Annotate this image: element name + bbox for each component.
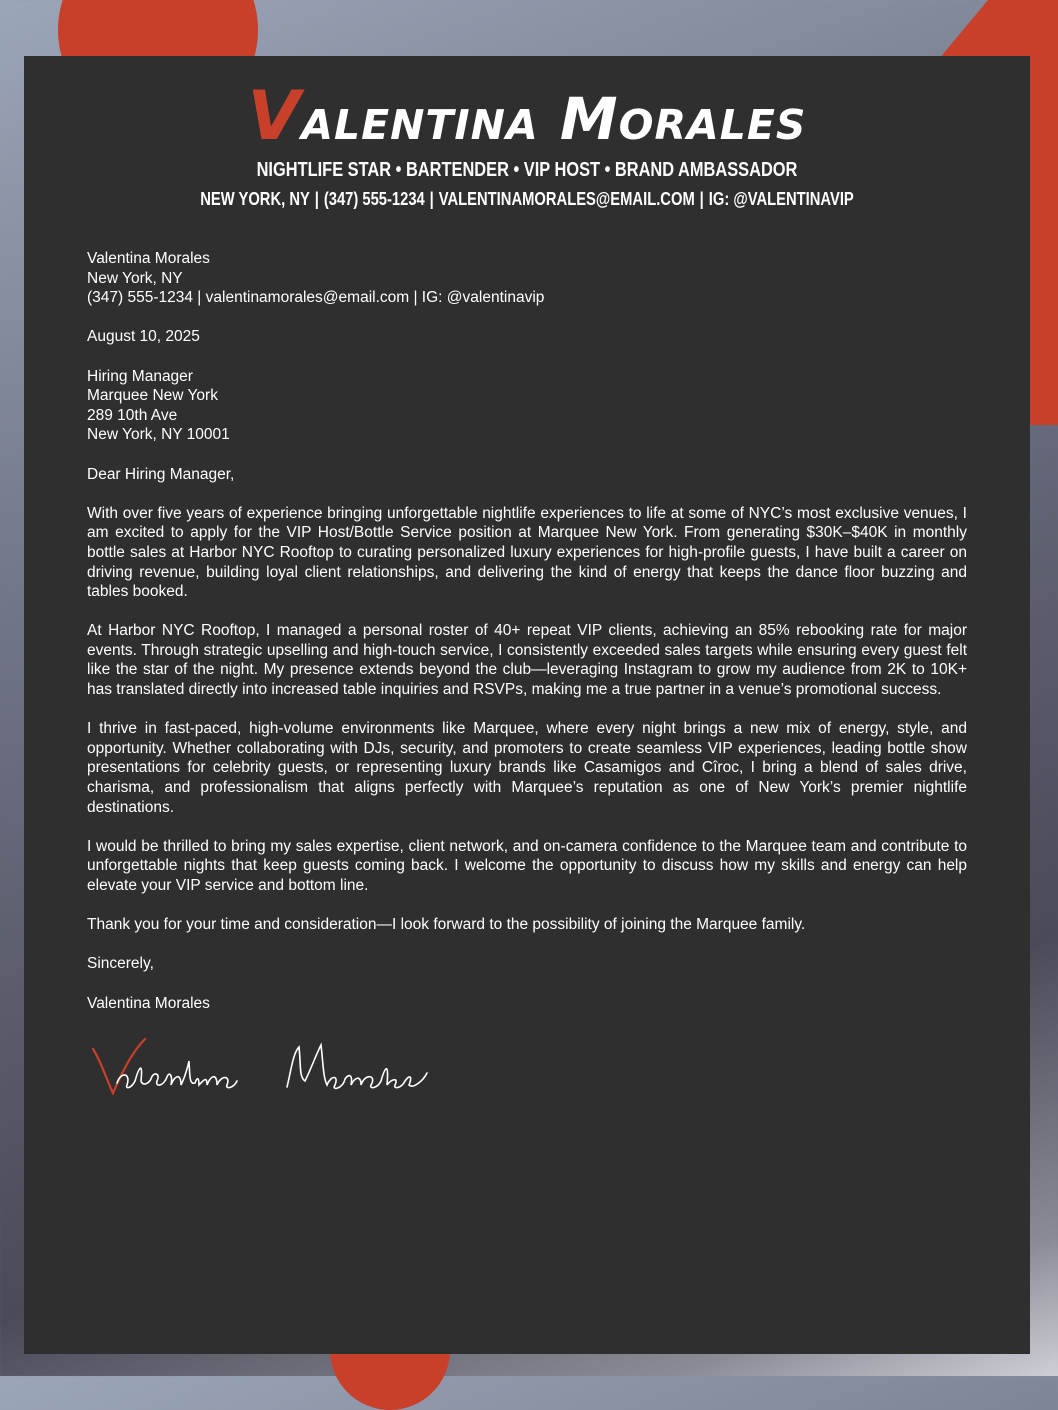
- letter-date: August 10, 2025: [87, 328, 200, 346]
- letterhead-subtitle: NIGHTLIFE STAR • BARTENDER • VIP HOST • BRAND AMBASSADOR: [256, 159, 798, 181]
- contact-separator: |: [699, 189, 704, 209]
- body-paragraph: With over five years of experience bringing unforgettable nightlife experiences to life at some of NYC’s most exclusive venues, I am excited to apply for the VIP Host/Bottle Service position at Marquee New York. From generating $30K–$40K in monthly bottle sales at Harbor NYC Rooftop to curating personalized luxury experiences for high-profile guests, I have built a career on driving revenue, building loyal client relationships, and delivering the kind of energy that keeps the dance floor buzzing and tables booked.: [87, 504, 967, 601]
- letterhead-name: [247, 77, 807, 156]
- name-rest: alentina Morales: [301, 85, 807, 153]
- letter-body: [87, 249, 967, 1033]
- letterhead: [24, 77, 1030, 211]
- body-paragraph: I thrive in fast-paced, high-volume environments like Marquee, where every night brings a new mix of energy, style, and opportunity. Whether collaborating with DJs, security, and promoters to create seamless VIP experiences, leading bottle show presentations for celebrity guests, or representing luxury brands like Casamigos and Cîroc, I bring a blend of sales drive, charisma, and professionalism that aligns perfectly with Marquee’s reputation as one of New York’s premier nightlife destinations.: [87, 720, 967, 816]
- recipient-company: Marquee New York: [87, 387, 218, 405]
- contact-email[interactable]: VALENTINAMORALES@EMAIL.COM: [438, 189, 695, 209]
- recipient-block: [87, 367, 967, 445]
- closing: Sincerely,: [87, 955, 154, 973]
- sender-block: [87, 249, 967, 308]
- salutation: Dear Hiring Manager,: [87, 465, 235, 483]
- recipient-title: Hiring Manager: [87, 367, 193, 385]
- sender-contact: (347) 555-1234 | valentinamorales@email.com | IG: @valentinavip: [87, 289, 545, 307]
- contact-location: NEW YORK, NY: [200, 189, 310, 209]
- contact-separator: |: [429, 189, 434, 209]
- body-paragraph: Thank you for your time and consideration—I look forward to the possibility of joining the Marquee family.: [87, 916, 806, 934]
- contact-separator: |: [314, 189, 319, 209]
- sender-location: New York, NY: [87, 269, 183, 287]
- contact-instagram[interactable]: IG: @VALENTINAVIP: [708, 189, 854, 209]
- recipient-street: 289 10th Ave: [87, 406, 178, 424]
- recipient-city: New York, NY 10001: [87, 426, 230, 444]
- signature-printed-name: Valentina Morales: [87, 994, 210, 1012]
- contact-phone[interactable]: (347) 555-1234: [323, 189, 425, 209]
- body-paragraph: I would be thrilled to bring my sales expertise, client network, and on-camera confidence to the Marquee team and contribute to unforgettable nights that keep guests coming back. I welcome the opportunity to discuss how my skills and energy can help elevate your VIP service and bottom line.: [87, 837, 967, 894]
- sender-name: Valentina Morales: [87, 250, 210, 267]
- letter-page: [24, 56, 1030, 1354]
- letterhead-contact: [115, 187, 940, 211]
- body-paragraph: At Harbor NYC Rooftop, I managed a personal roster of 40+ repeat VIP clients, achieving an 85% rebooking rate for major events. Through strategic upselling and high-touch service, I consistently exceeded sales targets while ensuring every guest felt like the star of the night. My presence extends beyond the club—leveraging Instagram to grow my audience from 2K to 10K+ has translated directly into increased table inquiries and RSVPs, making me a true partner in a venue’s promotional success.: [87, 622, 967, 699]
- handwritten-signature: [87, 1031, 467, 1101]
- name-initial: V: [247, 77, 302, 156]
